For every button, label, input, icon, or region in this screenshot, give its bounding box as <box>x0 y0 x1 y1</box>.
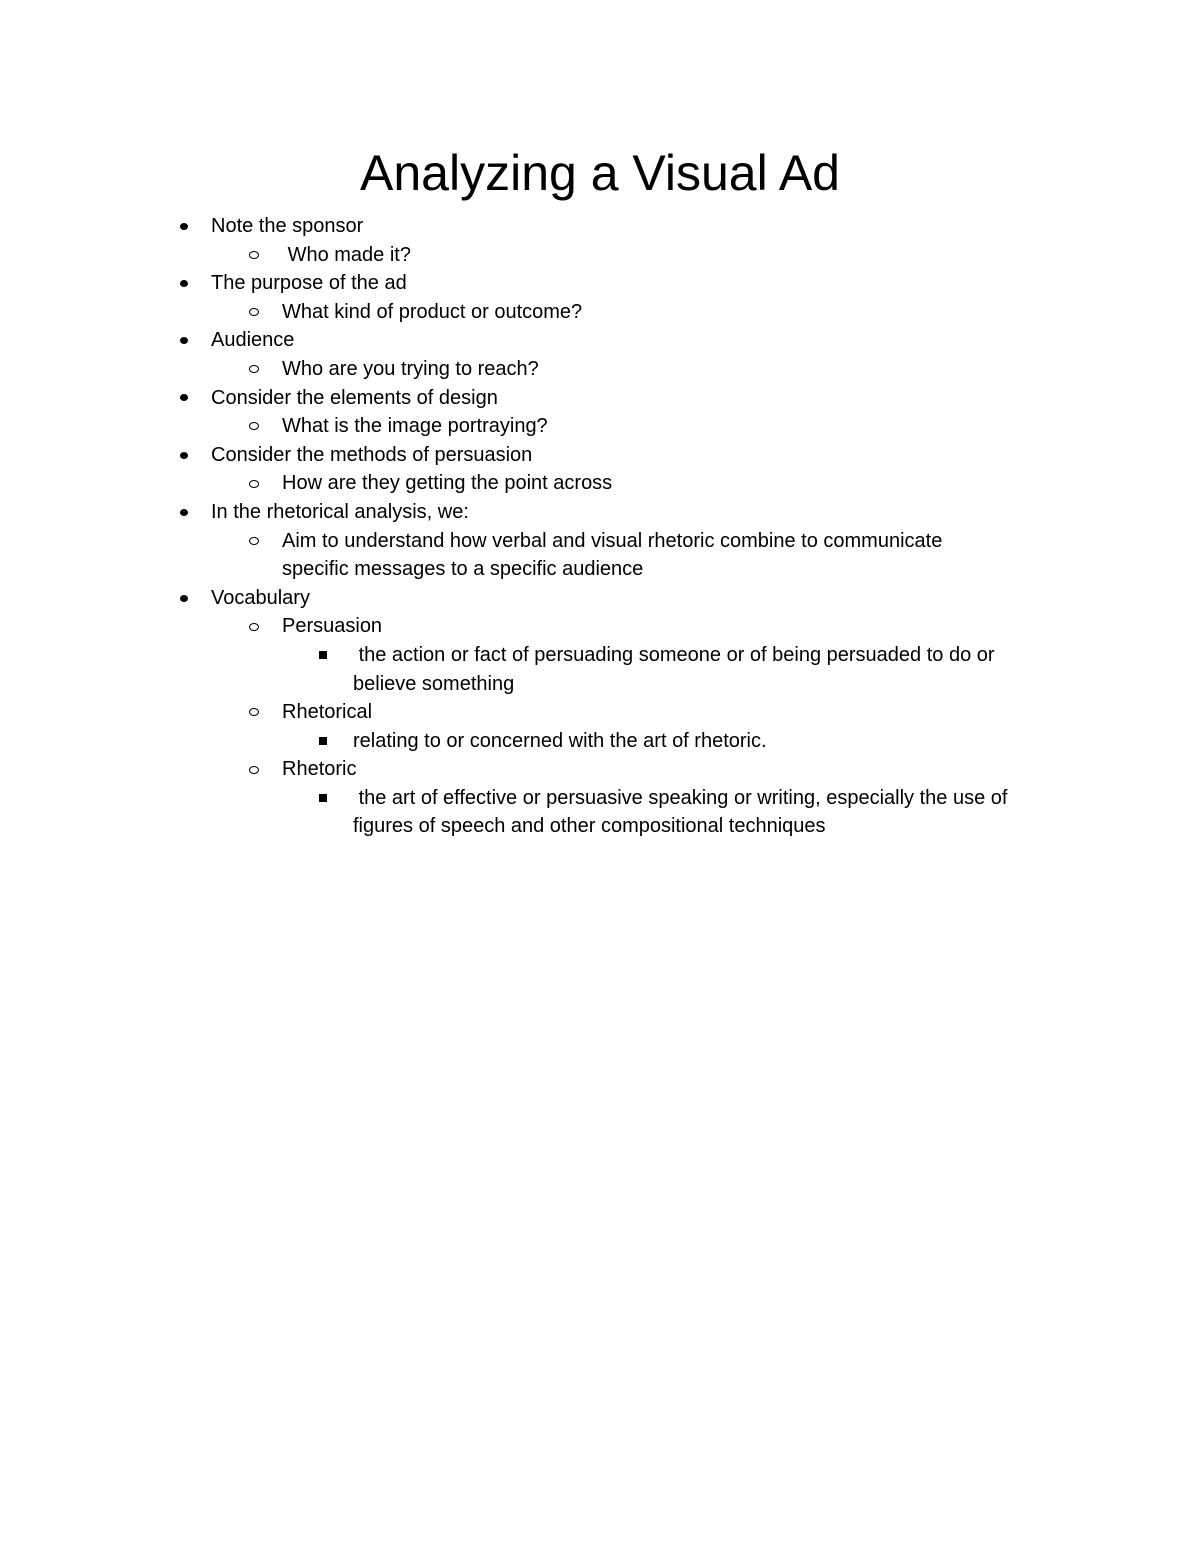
bullet-dot-icon <box>177 441 191 470</box>
list-item <box>0 412 1200 441</box>
list-item <box>0 212 1200 241</box>
list-item <box>0 326 1200 355</box>
list-item-text: Persuasion <box>282 615 383 638</box>
list-item <box>0 441 1200 470</box>
list-item <box>0 355 1200 384</box>
page-title: Analyzing a Visual Ad <box>360 145 840 201</box>
list-item-text: relating to or concerned with the art of rhetoric. <box>353 729 767 752</box>
bullet-circle-icon <box>247 698 261 727</box>
list-item-text: Who made it? <box>282 243 411 266</box>
list-item <box>0 298 1200 327</box>
list-item-text: the art of effective or persuasive speaking or writing, especially the use of figures of speech and other compositional techniques <box>353 786 1013 838</box>
bullet-circle-icon <box>247 469 261 498</box>
list-item-text: Vocabulary <box>211 586 310 609</box>
list-item <box>0 498 1200 527</box>
list-item-text: Note the sponsor <box>211 215 364 237</box>
list-item <box>0 527 1200 584</box>
list-item <box>0 641 1200 698</box>
bullet-dot-icon <box>177 498 191 527</box>
list-item-text: Who are you trying to reach? <box>282 357 539 380</box>
list-item <box>0 384 1200 413</box>
list-item-text: Audience <box>211 329 295 352</box>
bullet-circle-icon <box>247 355 261 384</box>
bullet-circle-icon <box>247 755 261 784</box>
list-item <box>0 727 1200 756</box>
bullet-circle-icon <box>247 527 261 556</box>
bullet-square-icon <box>316 784 330 813</box>
list-item-text: The purpose of the ad <box>211 272 407 295</box>
list-item-text: Rhetorical <box>282 701 373 724</box>
bullet-dot-icon <box>177 584 191 613</box>
bullet-circle-icon <box>247 412 261 441</box>
list-item <box>0 584 1200 613</box>
bullet-square-icon <box>316 727 330 756</box>
list-item <box>0 784 1200 841</box>
bullet-dot-icon <box>177 326 191 355</box>
bullet-circle-icon <box>247 612 261 641</box>
list-item <box>0 469 1200 498</box>
list-item-text: Consider the elements of design <box>211 386 498 409</box>
list-item-text: What kind of product or outcome? <box>282 300 583 323</box>
list-item-text: Aim to understand how verbal and visual rhetoric combine to communicate specific messages to a specific audience <box>282 529 948 581</box>
list-item-text: Rhetoric <box>282 758 357 781</box>
list-item-text: What is the image portraying? <box>282 415 548 438</box>
outline-list <box>0 212 1200 841</box>
list-item <box>0 241 1200 270</box>
bullet-square-icon <box>316 641 330 670</box>
bullet-circle-icon <box>247 241 261 270</box>
list-item-text: the action or fact of persuading someone or of being persuaded to do or believe something <box>353 643 1001 695</box>
list-item <box>0 612 1200 641</box>
list-item <box>0 269 1200 298</box>
bullet-circle-icon <box>247 298 261 327</box>
list-item-text: How are they getting the point across <box>282 472 613 495</box>
list-item-text: Consider the methods of persuasion <box>211 443 533 466</box>
list-item-text: In the rhetorical analysis, we: <box>211 500 469 523</box>
bullet-dot-icon <box>177 212 191 241</box>
list-item <box>0 755 1200 784</box>
list-item <box>0 698 1200 727</box>
bullet-dot-icon <box>177 384 191 413</box>
bullet-dot-icon <box>177 269 191 298</box>
